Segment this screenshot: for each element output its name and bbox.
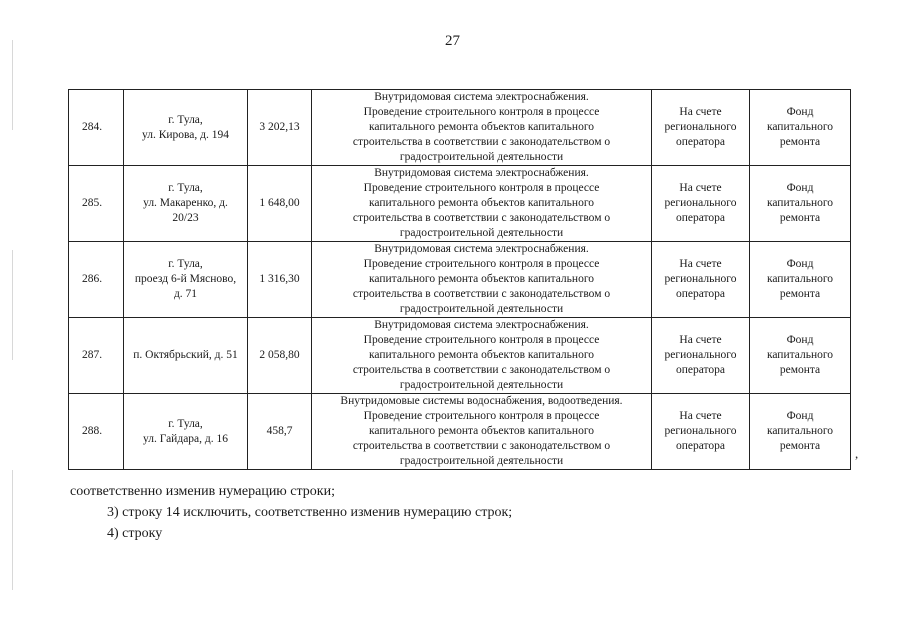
row-number: 288.: [69, 394, 124, 470]
page-number: 27: [445, 33, 460, 49]
row-funding-source: Фонд капитального ремонта: [750, 242, 851, 318]
row-funding-source: Фонд капитального ремонта: [750, 394, 851, 470]
row-number: 287.: [69, 318, 124, 394]
paragraph-item-3: 3) строку 14 исключить, соответственно изменив нумерацию строк;: [107, 505, 513, 520]
margin-mark-top: [12, 40, 13, 130]
row-work-description: Внутридомовая система электроснабжения. Проведение строительного контроля в процессе капитального ремонта объектов капитального строительства в соответствии с законодательством о градостроительной деятельности: [312, 166, 652, 242]
row-account: На счете регионального оператора: [652, 90, 750, 166]
row-address: п. Октябрьский, д. 51: [124, 318, 248, 394]
row-work-description: Внутридомовая система электроснабжения. Проведение строительного контроля в процессе капитального ремонта объектов капитального строительства в соответствии с законодательством о градостроительной деятельности: [312, 90, 652, 166]
table-trailing-comma: ,: [855, 446, 859, 461]
margin-mark-bottom: [12, 470, 13, 590]
row-amount: 1 648,00: [248, 166, 312, 242]
row-address: г. Тула, проезд 6-й Мясново, д. 71: [124, 242, 248, 318]
row-account: На счете регионального оператора: [652, 166, 750, 242]
paragraph-numbering-note: соответственно изменив нумерацию строки;: [70, 484, 335, 499]
row-address: г. Тула, ул. Макаренко, д. 20/23: [124, 166, 248, 242]
row-address: г. Тула, ул. Кирова, д. 194: [124, 90, 248, 166]
table-row: [69, 166, 851, 242]
row-amount: 2 058,80: [248, 318, 312, 394]
row-number: 286.: [69, 242, 124, 318]
row-funding-source: Фонд капитального ремонта: [750, 166, 851, 242]
row-account: На счете регионального оператора: [652, 318, 750, 394]
table-row: [69, 90, 851, 166]
row-funding-source: Фонд капитального ремонта: [750, 90, 851, 166]
table-row: [69, 318, 851, 394]
row-address: г. Тула, ул. Гайдара, д. 16: [124, 394, 248, 470]
row-funding-source: Фонд капитального ремонта: [750, 318, 851, 394]
repair-table: [68, 89, 851, 470]
row-work-description: Внутридомовые системы водоснабжения, водоотведения. Проведение строительного контроля в процессе капитального ремонта объектов капитального строительства в соответствии с законодательством о градостроительной деятельности: [312, 394, 652, 470]
row-account: На счете регионального оператора: [652, 242, 750, 318]
row-account: На счете регионального оператора: [652, 394, 750, 470]
row-amount: 1 316,30: [248, 242, 312, 318]
row-number: 285.: [69, 166, 124, 242]
table-row: [69, 242, 851, 318]
row-amount: 3 202,13: [248, 90, 312, 166]
table-row: [69, 394, 851, 470]
row-work-description: Внутридомовая система электроснабжения. Проведение строительного контроля в процессе капитального ремонта объектов капитального строительства в соответствии с законодательством о градостроительной деятельности: [312, 242, 652, 318]
row-amount: 458,7: [248, 394, 312, 470]
row-number: 284.: [69, 90, 124, 166]
row-work-description: Внутридомовая система электроснабжения. Проведение строительного контроля в процессе капитального ремонта объектов капитального строительства в соответствии с законодательством о градостроительной деятельности: [312, 318, 652, 394]
paragraph-item-4: 4) строку: [107, 526, 163, 541]
margin-mark-middle: [12, 250, 13, 360]
